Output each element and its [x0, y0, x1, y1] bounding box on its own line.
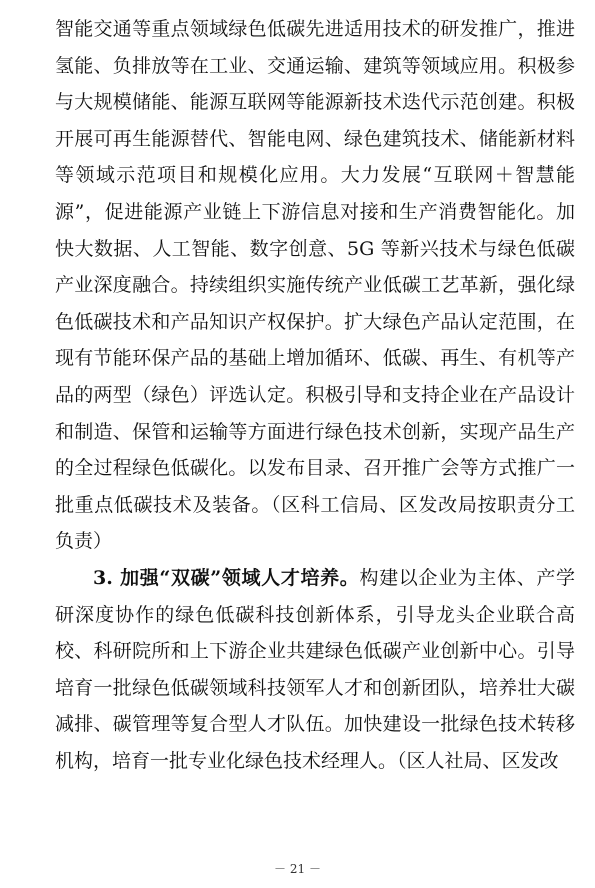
text-line: 研深度协作的绿色低碳科技创新体系，引导龙头企业联合高 [55, 603, 575, 626]
text-line: 快大数据、人工智能、数字创意、5G 等新兴技术与绿色低碳 [55, 237, 575, 260]
text-line: 现有节能环保产品的基础上增加循环、低碳、再生、有机等产 [55, 347, 575, 370]
text-line: 开展可再生能源替代、智能电网、绿色建筑技术、储能新材料 [55, 127, 575, 150]
text-line: 批重点低碳技术及装备。（区科工信局、区发改局按职责分工 [55, 493, 575, 516]
text-line: 培育一批绿色低碳领域科技领军人才和创新团队，培养壮大碳 [55, 676, 575, 699]
text-line: 等领域示范项目和规模化应用。大力发展“互联网＋智慧能 [55, 164, 575, 187]
body-text [55, 11, 575, 779]
text-line: 负责） [55, 530, 113, 553]
text-line: 与大规模储能、能源互联网等能源新技术迭代示范创建。积极 [55, 91, 575, 114]
text-line: 的全过程绿色低碳化。以发布目录、召开推广会等方式推广一 [55, 457, 575, 480]
section-heading: 3. 加强“双碳”领域人才培养。 [93, 566, 360, 589]
paragraph-2-first-line [55, 560, 575, 597]
text-line: 产业深度融合。持续组织实施传统产业低碳工艺革新，强化绿 [55, 274, 575, 297]
text-line: 机构，培育一批专业化绿色技术经理人。（区人社局、区发改 [55, 749, 559, 772]
text-line: 和制造、保管和运输等方面进行绿色技术创新，实现产品生产 [55, 420, 575, 443]
text-line: 氢能、负排放等在工业、交通运输、建筑等领域应用。积极参 [55, 54, 575, 77]
paragraph-1 [55, 11, 575, 560]
page-number: － 21 － [274, 862, 321, 876]
text-line: 减排、碳管理等复合型人才队伍。加快建设一批绿色技术转移 [55, 713, 575, 736]
text-line: 校、科研院所和上下游企业共建绿色低碳产业创新中心。引导 [55, 640, 575, 663]
text-line: 源”，促进能源产业链上下游信息对接和生产消费智能化。加 [55, 200, 575, 223]
paragraph-2-first-line-text: 构建以企业为主体、产学 [359, 566, 575, 589]
text-line: 智能交通等重点领域绿色低碳先进适用技术的研发推广，推进 [55, 18, 575, 40]
text-line: 色低碳技术和产品知识产权保护。扩大绿色产品认定范围，在 [55, 310, 575, 333]
text-line: 品的两型（绿色）评选认定。积极引导和支持企业在产品设计 [55, 383, 575, 406]
paragraph-2 [55, 560, 575, 780]
